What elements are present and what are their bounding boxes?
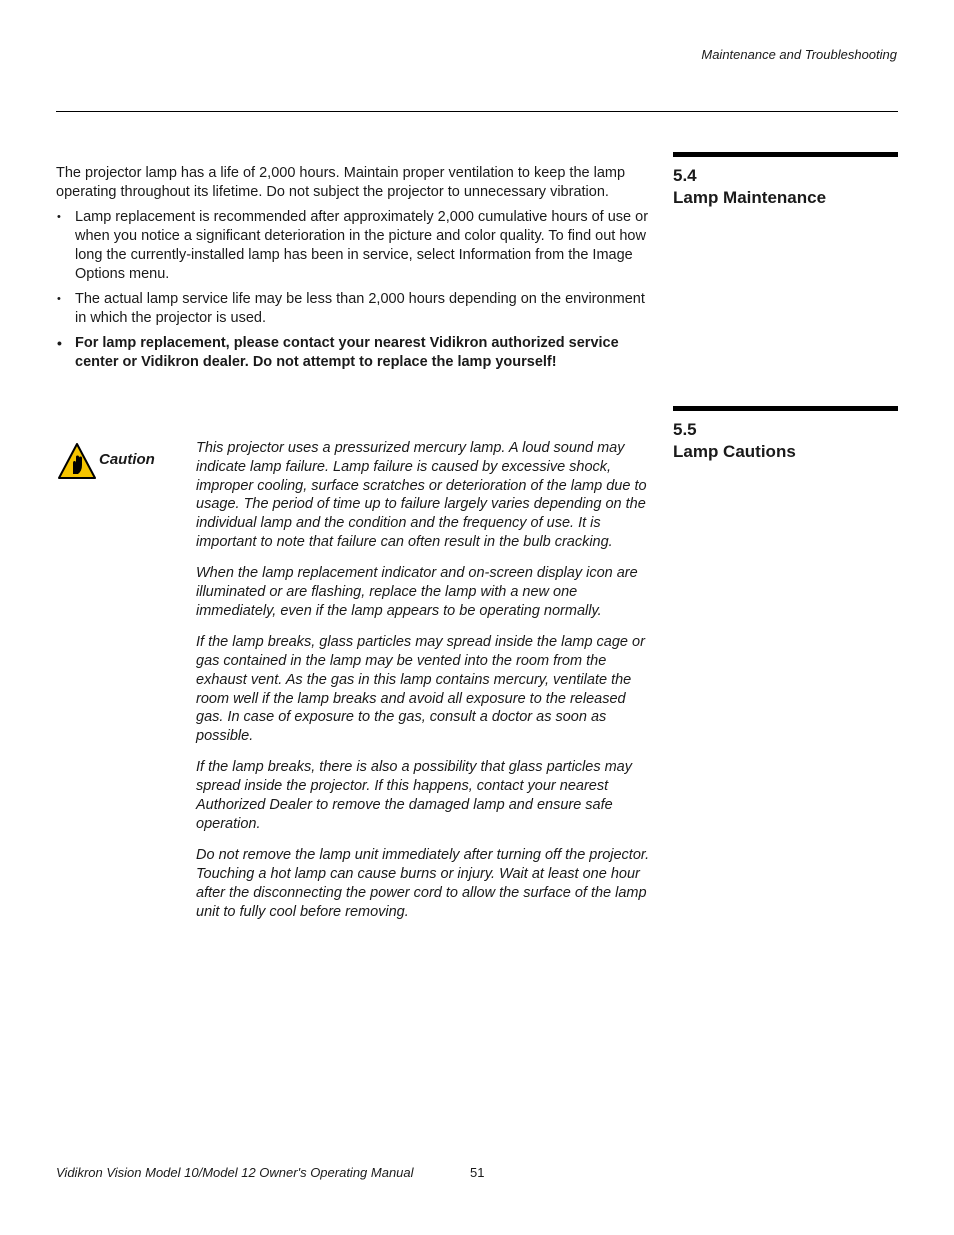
section-heading-lamp-maintenance [673,152,898,209]
caution-paragraph: This projector uses a pressurized mercury lamp. A loud sound may indicate lamp failure. Lamp failure is caused by excessive shock, improper cooling, surface scratches or deterioration of the lamp due to usage. The period of time up to failure largely varies depending on the individual lamp and the condition and the frequency of use. It is important to note that failure can often result in the bulb cracking. [196,440,647,550]
footer-manual-title: Vidikron Vision Model 10/Model 12 Owner's Operating Manual [56,1165,414,1180]
header-rule [56,111,898,112]
section-number: 5.5 [673,420,697,439]
list-item: • Lamp replacement is recommended after approximately 2,000 cumulative hours of use or when you notice a significant deterioration in the picture and color quality. To find out how long the currently-installed lamp has been in service, select Information from the Image Options menu. [56,208,656,284]
intro-paragraph: The projector lamp has a life of 2,000 hours. Maintain proper ventilation to keep the lamp operating throughout its lifetime. Do not subject the projector to unnecessary vibration. [56,165,626,200]
section-heading-lamp-cautions [673,406,898,463]
section-number: 5.4 [673,166,697,185]
caution-label: Caution [99,451,155,468]
lamp-maintenance-list [56,208,656,378]
caution-paragraph: If the lamp breaks, glass particles may spread inside the lamp cage or gas contained in the lamp may be vented into the room from the exhaust vent. As the gas in this lamp contains mercury, ventilate the room well if the lamp breaks and avoid all exposure to the released gas. In case of exposure to the gas, consult a doctor as soon as possible. [196,634,645,745]
caution-paragraph: If the lamp breaks, there is also a possibility that glass particles may spread inside the projector. If this happens, contact your nearest Authorized Dealer to remove the damaged lamp and ensure safe operation. [196,759,632,832]
list-item-warning: • For lamp replacement, please contact your nearest Vidikron authorized service center or Vidikron dealer. Do not attempt to replace the lamp yourself! [56,334,656,372]
caution-paragraph: When the lamp replacement indicator and on-screen display icon are illuminated or are flashing, replace the lamp with a new one immediately, even if the lamp appears to be operating normally. [196,565,638,619]
section-title: Lamp Cautions [673,442,796,461]
running-header: Maintenance and Troubleshooting [701,47,897,62]
caution-paragraph: Do not remove the lamp unit immediately after turning off the projector. Touching a hot lamp can cause burns or injury. Wait at least one hour after the disconnecting the power cord to allow the surface of the lamp unit to fully cool before removing. [196,847,650,920]
caution-hand-icon [58,443,96,479]
caution-text [196,439,656,934]
page-number: 51 [470,1165,485,1180]
list-item: • The actual lamp service life may be less than 2,000 hours depending on the environment in which the projector is used. [56,290,656,328]
section-title: Lamp Maintenance [673,188,827,207]
lamp-maintenance-intro [56,164,656,202]
